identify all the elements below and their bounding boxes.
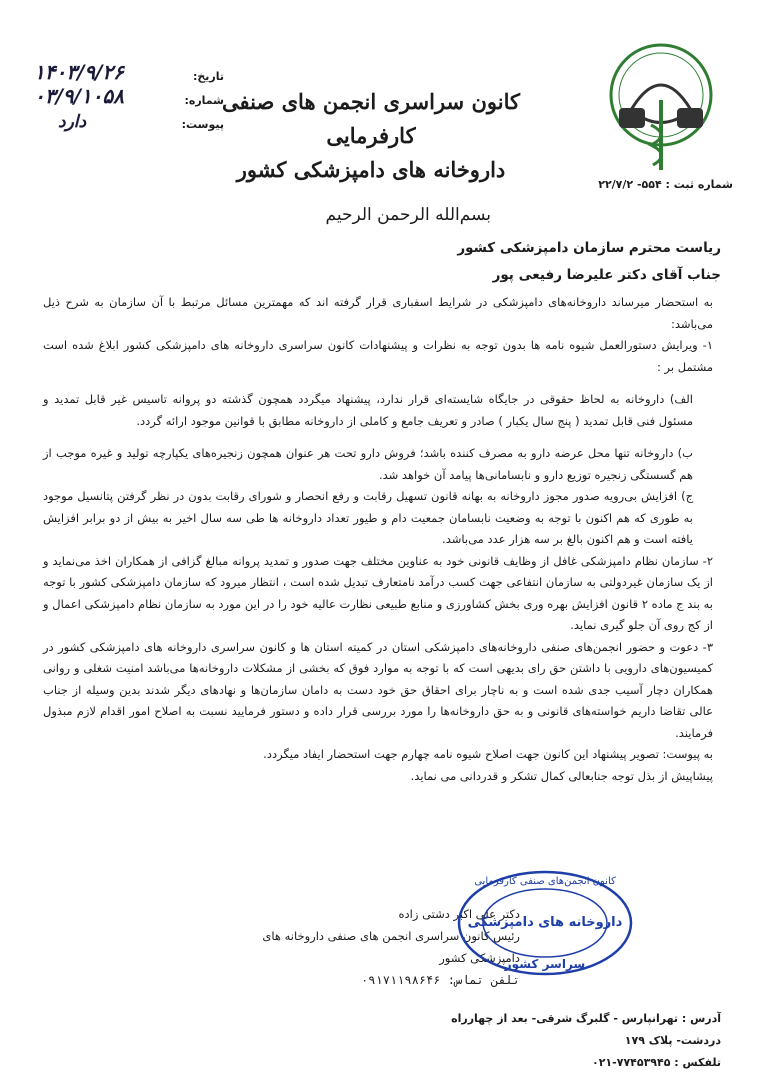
item-2: ۲- سازمان نظام دامپزشکی غافل از وظایف قانونی خود به عناوین مختلف جهت صدور و تمدید پروانه مبالغ گزافی از همکاران اخذ می‌نماید و از یک سازمان غیردولتی به سازمان انتفاعی جهت کسب درآمد نامتعارف تبدیل شده است ، انتظار میرود که سازمان دامپزشکی کشور با توجه به بند ج ماده ۲ قانون افزایش بهره وری بخش کشاورزی و منابع طبیعی نظارت عالیه خود را در این مورد به سازمان نظام دامپزشکی اعمال و از کج روی آن جلو گیری نماید. xyxy=(43,553,713,632)
attachment-note: به پیوست: تصویر پیشنهاد این کانون جهت اصلاح شیوه نامه چهارم جهت استحضار ایفاد میگردد. xyxy=(263,747,713,761)
recipient-line2: جناب آقای دکتر علیرضا رفیعی پور xyxy=(492,267,721,283)
item-1-a: الف) داروخانه به لحاظ حقوقی در جایگاه شایسته‌ای قرار ندارد، پیشنهاد میگردد همچون گذشته دو پروانه تاسیس غیر قابل تمدید و مسئول فنی قابل تمدید ( پنج سال یکبار ) صادر و تعریف جامع و کاملی از داروخانه مطابق با قوانین موجود ارائه گردد. xyxy=(43,392,693,428)
recipient-block xyxy=(457,235,721,289)
stamp-outer-text: کانون انجمن‌های صنفی کارفرمایی xyxy=(474,876,616,887)
intro-paragraph: به استحضار میرساند داروخانه‌های دامپزشکی در شرایط اسفباری قرار گرفته اند که مهمترین مسائل مرتبط با آن سازمان به شرح ذیل می‌باشد: xyxy=(43,295,713,331)
item-1: ۱- ویرایش دستورالعمل شیوه نامه ها بدون توجه به نظرات و پیشنهادات کانون سراسری داروخانه های دامپزشکی کشور ابلاغ شده است مشتمل بر : xyxy=(43,338,713,374)
attachment-label: پیوست: xyxy=(181,118,224,131)
date-row xyxy=(14,62,224,86)
number-row xyxy=(14,86,224,110)
org-name-line2: داروخانه های دامپزشکی کشور xyxy=(236,157,506,182)
item-1-b: ب) داروخانه تنها محل عرضه دارو به مصرف کننده باشد؛ فروش دارو تحت هر عنوان همچون زنجیره‌های یکپارچه تولید و غیره موجب از هم گسستگی زنجیره توزیع دارو و نابسامانی‌ها پیامد آن خواهد شد. xyxy=(43,446,693,482)
registration-number: شماره ثبت : ۵۵۴- ۲۲/۷/۲ xyxy=(598,178,733,191)
stamp-bottom-text: سراسر کشور xyxy=(504,957,586,971)
footer-address: آدرس : تهرانپارس - گلبرگ شرقی- بعد از چهارراه دردشت- پلاک ۱۷۹ xyxy=(451,1012,721,1047)
recipient-line1: ریاست محترم سازمان دامپزشکی کشور xyxy=(457,240,721,256)
signer-title: رئیس کانون سراسری انجمن های صنفی داروخانه های دامپزشکی کشور xyxy=(262,929,520,965)
stamp-center-text: داروخانه های دامپزشکی xyxy=(467,915,623,930)
closing-line: پیشاپیش از بذل توجه جنابعالی کمال تشکر و قدردانی می نماید. xyxy=(410,768,713,783)
org-logo-icon xyxy=(601,40,721,180)
letterhead-title xyxy=(201,85,541,187)
footer-contact xyxy=(421,1008,721,1074)
item-1-c: ج) افزایش بی‌رویه صدور مجوز داروخانه به بهانه قانون تسهیل رقابت و رفع انحصار و شورای رقابت بدون در نظر گرفتن پتانسیل موجود به طوری که هم اکنون با توجه به وضعیت نابسامان جمعیت دام و طیور تعداد داروخانه ها طی سه سال اخیر به بیش از دو برابر افزایش یافته است و هم اکنون بالغ بر سه هزار عدد می‌باشد. xyxy=(43,489,693,546)
signer-name: دکتر علی اکبر دشتی زاده xyxy=(398,907,520,921)
letter-body xyxy=(43,292,713,787)
signer-phone: تلفن تماس: ۰۹۱۷۱۱۹۸۶۴۶ xyxy=(361,973,520,987)
number-value: ۰۳/۹/۱۰۵۸ xyxy=(34,84,124,108)
letter-meta xyxy=(14,62,224,134)
attachment-value: دارد xyxy=(58,112,87,132)
attachment-row xyxy=(14,110,224,134)
bismillah: بسم‌الله الرحمن الرحیم xyxy=(325,205,491,225)
official-stamp xyxy=(455,868,635,978)
date-value: ۱۴۰۳/۹/۲۶ xyxy=(34,60,124,84)
org-name-line1: کانون سراسری انجمن های صنفی کارفرمایی xyxy=(222,89,520,148)
footer-phone: تلفکس : ۷۷۴۵۳۹۴۵-۰۲۱ xyxy=(592,1056,721,1069)
number-label: شماره: xyxy=(184,94,224,107)
item-3: ۳- دعوت و حضور انجمن‌های صنفی داروخانه‌های دامپزشکی استان در کمیته استان ها و کانون سراسری داروخانه های دامپزشکی کشور در کمیسیون‌های دارویی با داشتن حق رای بدیهی است که با توجه به موارد فوق که بخشی از مشکلات داروخانه‌ها می‌باشد امنیت شغلی و روانی همکاران دچار آسیب جدی شده است و به ناچار برای احقاق حق خود دست به دامان سازمان‌ها و نهادهای دیگر شدند بدین وسیله از جناب عالی تقاضا داریم خواسته‌های قانونی و به حق داروخانه‌ها را مورد بررسی قرار داده و دستور فرمایید نسبت به اصلاح امور اقدام لازم مبذول فرمایند. xyxy=(43,639,713,740)
date-label: تاریخ: xyxy=(192,70,224,83)
